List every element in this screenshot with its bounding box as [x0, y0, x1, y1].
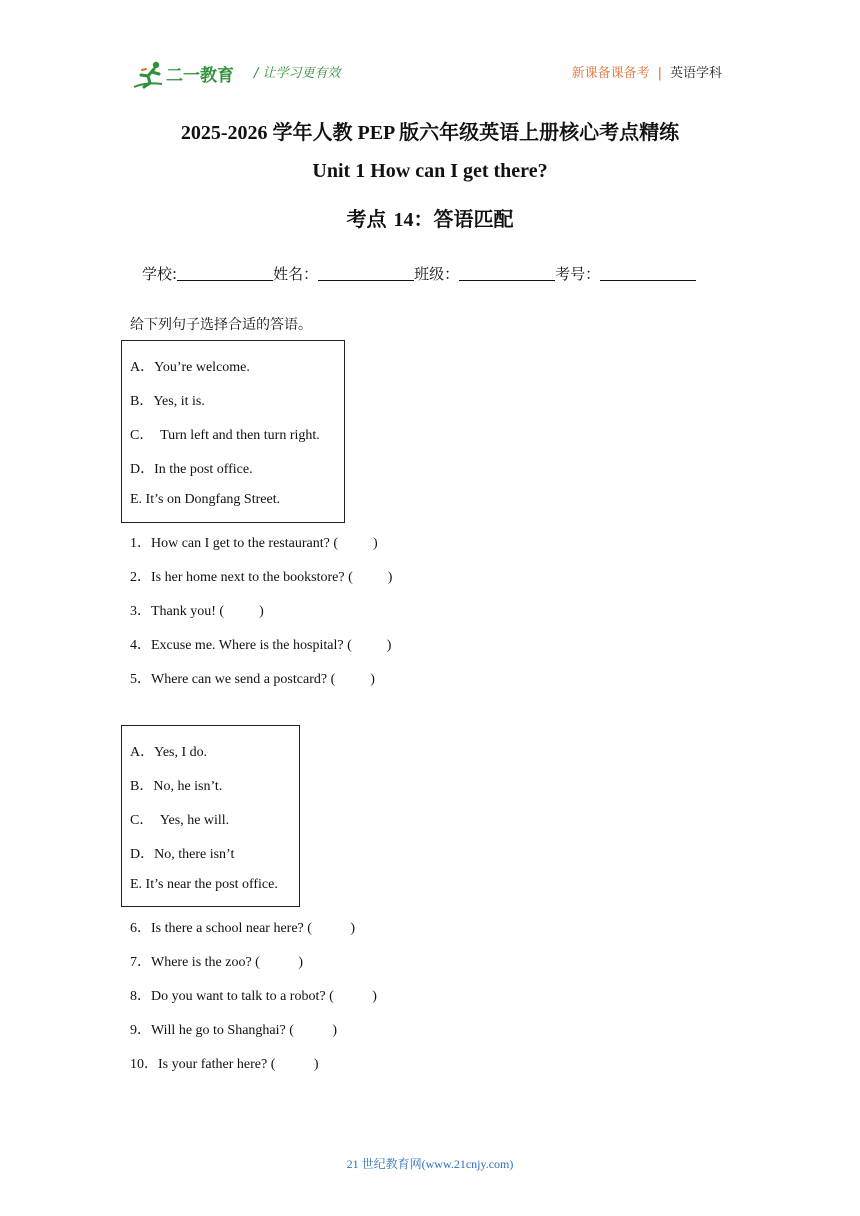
topic-prefix: 考点 [346, 207, 394, 231]
question-9: 9．Will he go to Shanghai? ( ) [130, 1023, 338, 1038]
question-3: 3．Thank you! ( ) [130, 604, 264, 619]
option-1c: C． Turn left and then turn right. [130, 428, 320, 443]
header-separator: | [657, 66, 662, 81]
unit-title: Unit 1 How can I get there? [312, 160, 548, 182]
question-1: 1．How can I get to the restaurant? ( ) [130, 536, 378, 551]
question-8: 8．Do you want to talk to a robot? ( ) [130, 989, 377, 1004]
option-1e: E. It’s on Dongfang Street. [130, 492, 281, 507]
question-10: 10．Is your father here? ( ) [130, 1057, 319, 1072]
logo [132, 60, 250, 90]
instruction: 给下列句子选择合适的答语。 [130, 317, 312, 333]
header-tagline [572, 62, 722, 81]
slogan: / 让学习更有效 [254, 66, 341, 81]
footer-source: 21 世纪教育网(www.21cnjy.com) [346, 1157, 514, 1171]
runner-logo-icon [132, 60, 250, 90]
option-2b: B．No, he isn’t. [130, 779, 223, 794]
question-6: 6．Is there a school near here? ( ) [130, 921, 356, 936]
question-5: 5．Where can we send a postcard? ( ) [130, 672, 375, 687]
student-info-line [142, 263, 696, 284]
option-2c: C． Yes, he will. [130, 813, 230, 828]
option-1d: D．In the post office. [130, 462, 253, 477]
logo-text: 二一教育 [166, 66, 234, 86]
topic-suffix: ：答语匹配 [413, 207, 514, 231]
topic-title [0, 203, 860, 232]
class-blank [459, 266, 555, 281]
question-7: 7．Where is the zoo? ( ) [130, 955, 303, 970]
topic-number: 14 [393, 209, 414, 231]
name-blank [318, 266, 414, 281]
name-label: 姓名： [273, 265, 319, 283]
number-blank [600, 266, 696, 281]
question-2: 2．Is her home next to the bookstore? ( ) [130, 570, 393, 585]
school-label: 学校: [142, 265, 178, 283]
question-4: 4．Excuse me. Where is the hospital? ( ) [130, 638, 392, 653]
option-2a: A．Yes, I do. [130, 745, 208, 760]
header-tag-left: 新课备课备考 [571, 66, 650, 81]
number-label: 考号： [555, 265, 601, 283]
option-1a: A．You’re welcome. [130, 360, 250, 375]
option-2d: D．No, there isn’t [130, 847, 235, 862]
class-label: 班级： [414, 265, 460, 283]
document-title: 2025-2026 学年人教 PEP 版六年级英语上册核心考点精练 [180, 122, 680, 144]
school-blank [177, 266, 273, 281]
option-1b: B．Yes, it is. [130, 394, 205, 409]
option-2e: E. It’s near the post office. [130, 877, 278, 892]
header-subject: 英语学科 [669, 66, 722, 81]
